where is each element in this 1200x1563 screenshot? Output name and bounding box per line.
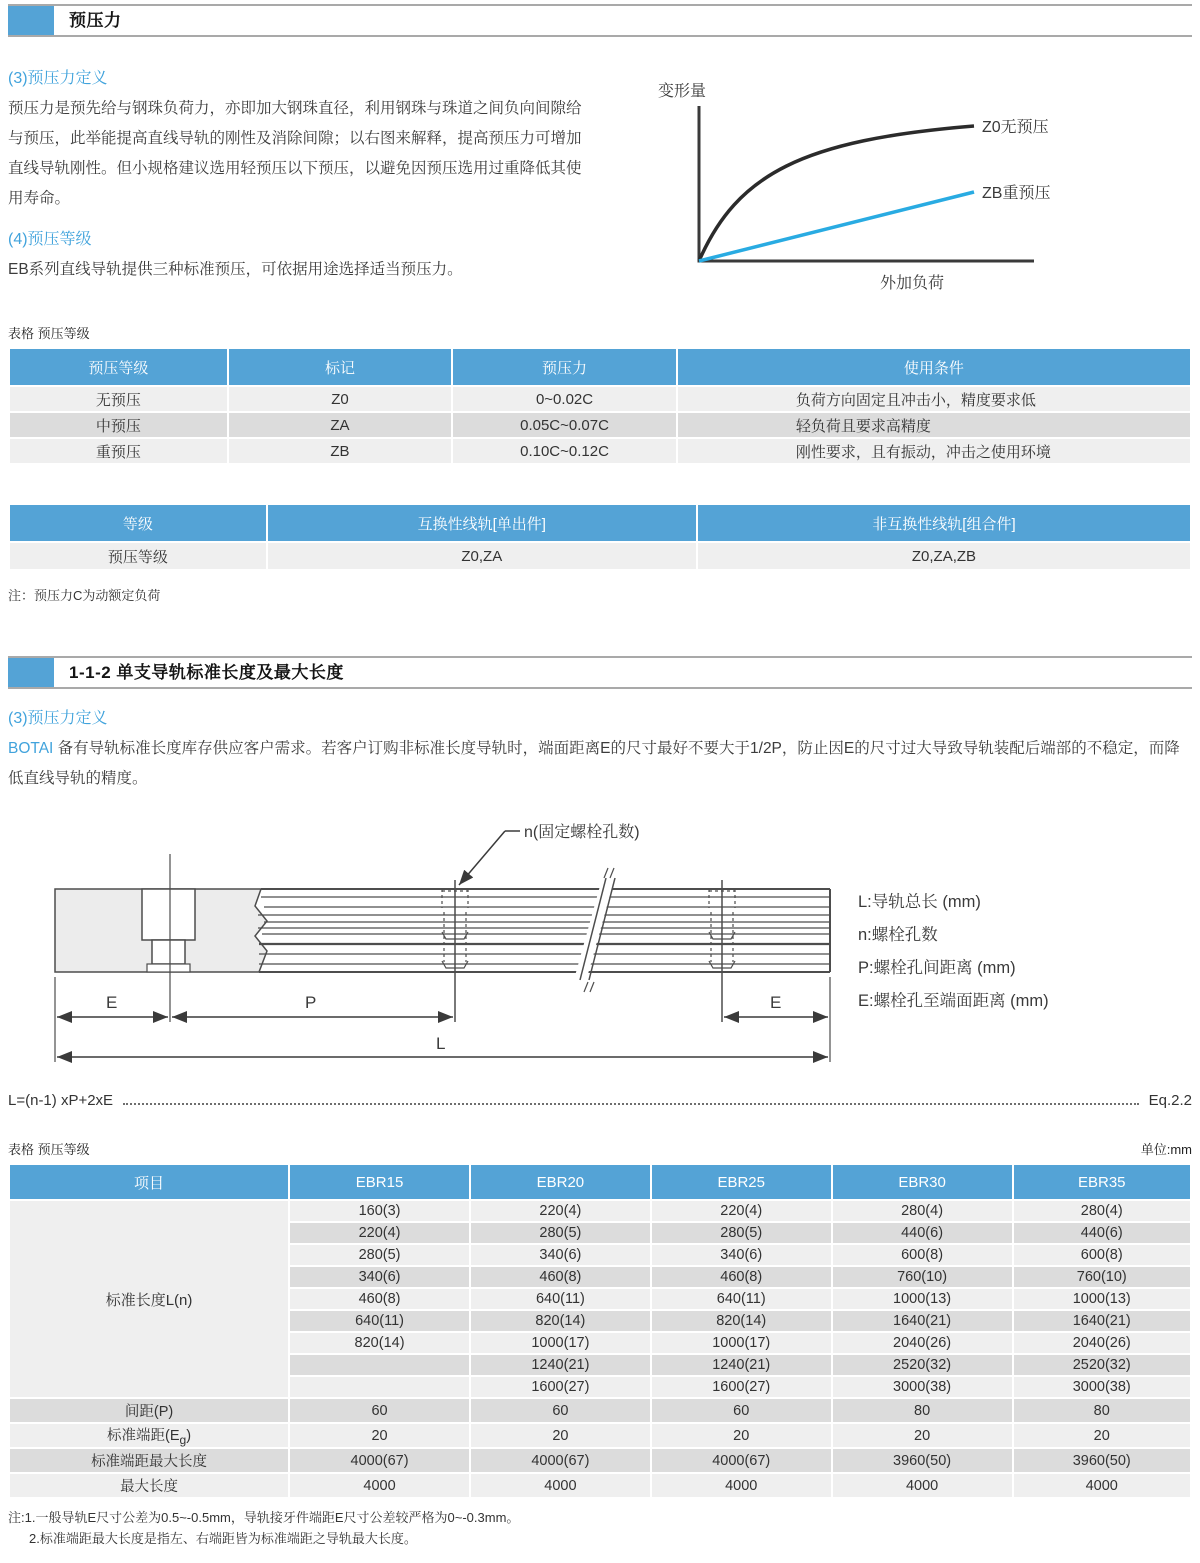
table-cell: Z0,ZA,ZB [697,542,1191,570]
dim-label-l: L [436,1034,446,1053]
section-title: 1-1-2 单支导轨标准长度及最大长度 [69,663,344,682]
table-row [9,1200,1191,1222]
table-cell: 20 [651,1423,832,1448]
header-ebr30: EBR30 [832,1164,1013,1200]
chart-label-zb: ZB重预压 [982,185,1051,202]
table-cell: 4000(67) [470,1448,651,1473]
legend-total-length: L:导轨总长 (mm) [858,893,981,911]
table-cell: 160(3) [289,1200,470,1222]
bolt-shank [152,940,185,964]
subsection-title-preload-definition: (3)预压力定义 [8,70,108,87]
rail-length-paragraph [8,734,1192,794]
footnote-2: 2.标准端距最大长度是指左、右端距皆为标准端距之导轨最大长度。 [29,1531,417,1546]
standard-length-table [8,1163,1192,1499]
legend-bolt-count: n:螺栓孔数 [858,926,938,944]
bolt-base [147,964,190,972]
table-cell: 20 [289,1423,470,1448]
table-header-row [9,348,1191,386]
table-cell: 无预压 [9,386,228,412]
bolt-count-callout [459,823,640,885]
header-non-interchangeable-rail: 非互换性线轨[组合件] [697,504,1191,542]
preload-grades-paragraph: EB系列直线导轨提供三种标准预压，可依据用途选择适当预压力。 [8,261,463,278]
table-cell: 4000 [651,1473,832,1498]
rail-body-lines [258,889,830,972]
table-cell: 280(5) [470,1222,651,1244]
table-cell: 重预压 [9,438,228,464]
table-cell: 2520(32) [1013,1354,1192,1376]
table-cell: ZB [228,438,453,464]
footnote-1: 注:1.一般导轨E尺寸公差为0.5~-0.5mm，导轨接牙件端距E尺寸公差较严格为0~-0.3mm。 [8,1510,520,1525]
row-label-max-length: 最大长度 [9,1473,289,1498]
table-cell: 4000 [470,1473,651,1498]
table-cell: 460(8) [651,1266,832,1288]
header-interchangeable-rail: 互换性线轨[单出件] [267,504,697,542]
table-row [9,1448,1191,1473]
table-cell: 600(8) [1013,1244,1192,1266]
chart-x-axis-label: 外加负荷 [880,275,945,292]
table-cell: 2520(32) [832,1354,1013,1376]
table-cell: 0.10C~0.12C [452,438,677,464]
table-cell: 220(4) [470,1200,651,1222]
table-cell [289,1354,470,1376]
table-cell: 60 [470,1398,651,1423]
legend-bolt-pitch: P:螺栓孔间距离 (mm) [858,959,1016,977]
header-item: 项目 [9,1164,289,1200]
table-cell: 1640(21) [1013,1310,1192,1332]
table-cell: 280(4) [832,1200,1013,1222]
table-row [9,1473,1191,1498]
dotted-leader [123,1103,1139,1105]
header-preload-force: 预压力 [452,348,677,386]
subsection-title-preload-grades: (4)预压等级 [8,231,92,248]
table-cell: Z0 [228,386,453,412]
row-label-standard-end-distance [9,1423,289,1448]
dim-label-e-left: E [106,993,118,1012]
table-cell: 340(6) [289,1266,470,1288]
table-cell: 280(4) [1013,1200,1192,1222]
table-cell: ZA [228,412,453,438]
section-title: 预压力 [69,11,122,30]
table-cell: 80 [832,1398,1013,1423]
table-cell: 1000(17) [470,1332,651,1354]
diagram-legend [858,892,1049,1010]
table-cell: 1000(17) [651,1332,832,1354]
table-cell: 220(4) [651,1200,832,1222]
chart-label-z0: Z0无预压 [982,119,1049,136]
table-row [9,386,1191,412]
table-cell: 负荷方向固定且冲击小，精度要求低 [677,386,1191,412]
table3-unit-label: 单位:mm [1140,1142,1192,1157]
preload-definition-paragraph: 预压力是预先给与钢珠负荷力，亦即加大钢珠直径，利用钢珠与珠道之间负向间隙给与预压，此举能提高直线导轨的刚性及消除间隙；以右图来解释，提高预压力可增加直线导轨刚性。但小规格建议选用轻预压以下预压，以避免因预压选用过重降低其使用寿命。 [8,100,582,207]
table-cell: 20 [470,1423,651,1448]
equation-number: Eq.2.2 [1148,1092,1192,1109]
catalog-page [0,4,1200,1549]
end-distance-label-text: 标准端距(E [107,1428,180,1445]
table3-caption: 表格 预压等级 [8,1142,90,1157]
section-header-rail-length [8,656,1192,689]
header-ebr25: EBR25 [651,1164,832,1200]
table-cell: 220(4) [289,1222,470,1244]
table-cell: 460(8) [289,1288,470,1310]
table3-footnotes [8,1507,1192,1549]
table2-footnote: 注：预压力C为动额定负荷 [8,588,161,603]
table-cell: Z0,ZA [267,542,697,570]
table-cell: 20 [832,1423,1013,1448]
bolt-hole-2 [709,880,735,1022]
table-cell: 4000 [289,1473,470,1498]
table-cell: 2040(26) [1013,1332,1192,1354]
break-marks [579,868,615,992]
row-label-standard-end-max-length: 标准端距最大长度 [9,1448,289,1473]
table-cell: 760(10) [1013,1266,1192,1288]
table-cell: 340(6) [651,1244,832,1266]
table-header-row [9,1164,1191,1200]
table-cell: 820(14) [289,1332,470,1354]
table-cell: 760(10) [832,1266,1013,1288]
table-cell: 4000 [832,1473,1013,1498]
table-cell: 4000(67) [651,1448,832,1473]
dim-label-e-right: E [770,993,782,1012]
table-cell: 640(11) [470,1288,651,1310]
table-cell: 3000(38) [1013,1376,1192,1398]
table-cell: 1600(27) [470,1376,651,1398]
interchangeability-table [8,503,1192,571]
length-formula [8,1092,1192,1109]
preload-grade-table [8,347,1192,465]
table-cell: 640(11) [289,1310,470,1332]
table3-caption-row [8,1139,1192,1158]
table-cell: 820(14) [470,1310,651,1332]
table-cell: 1240(21) [470,1354,651,1376]
end-distance-label-subscript: g [179,1432,187,1447]
table-cell: 4000(67) [289,1448,470,1473]
section-header-preload [8,4,1192,37]
table-cell: 340(6) [470,1244,651,1266]
table-cell: 600(8) [832,1244,1013,1266]
table-cell: 2040(26) [832,1332,1013,1354]
table-cell: 1000(13) [832,1288,1013,1310]
table-cell: 820(14) [651,1310,832,1332]
table-row [9,1398,1191,1423]
table-cell: 刚性要求，且有振动，冲击之使用环境 [677,438,1191,464]
formula-expression: L=(n-1) xP+2xE [8,1092,114,1109]
table-cell: 20 [1013,1423,1192,1448]
table-row [9,1423,1191,1448]
table-cell: 440(6) [832,1222,1013,1244]
table-cell: 60 [289,1398,470,1423]
table-cell: 3960(50) [1013,1448,1192,1473]
section-accent-block [8,658,54,687]
table-cell: 460(8) [470,1266,651,1288]
table-cell: 280(5) [651,1222,832,1244]
header-mark: 标记 [228,348,453,386]
table1-caption: 表格 预压等级 [8,326,90,341]
callout-label: n(固定螺栓孔数) [524,824,640,841]
header-use-condition: 使用条件 [677,348,1191,386]
end-distance-label-close: ) [186,1428,192,1445]
table-cell: 640(11) [651,1288,832,1310]
chart-curve-z0 [699,126,974,261]
table-cell: 轻负荷且要求高精度 [677,412,1191,438]
header-preload-grade: 预压等级 [9,348,228,386]
table-cell: 1600(27) [651,1376,832,1398]
table-header-row [9,504,1191,542]
table-cell: 3960(50) [832,1448,1013,1473]
preload-deformation-chart [642,74,1102,306]
dim-label-p: P [305,993,317,1012]
table-cell: 0.05C~0.07C [452,412,677,438]
table-cell: 预压等级 [9,542,267,570]
table-row [9,542,1191,570]
table-cell: 0~0.02C [452,386,677,412]
legend-end-distance: E:螺栓孔至端面距离 (mm) [858,992,1049,1010]
chart-y-axis-label: 变形量 [658,83,707,100]
table-row [9,438,1191,464]
brand-name: BOTAI [8,740,54,757]
table-cell: 1000(13) [1013,1288,1192,1310]
rail-length-paragraph-text: 备有导轨标准长度库存供应客户需求。若客户订购非标准长度导轨时，端面距离E的尺寸最好不要大于1/2P，防止因E的尺寸过大导致导轨装配后端部的不稳定，而降低直线导轨的精度。 [8,740,1180,787]
header-ebr15: EBR15 [289,1164,470,1200]
subsection-title-rail-length: (3)预压力定义 [8,710,108,727]
rail-dimension-diagram [8,812,1192,1084]
row-label-pitch: 间距(P) [9,1398,289,1423]
table-cell: 中预压 [9,412,228,438]
header-grade: 等级 [9,504,267,542]
header-ebr20: EBR20 [470,1164,651,1200]
table-cell: 3000(38) [832,1376,1013,1398]
table-cell: 60 [651,1398,832,1423]
table-row [9,412,1191,438]
table-cell: 1240(21) [651,1354,832,1376]
chart-line-zb [699,192,974,261]
section-accent-block [8,6,54,35]
table-cell: 1640(21) [832,1310,1013,1332]
bolt-counterbore [142,889,195,940]
table-cell: 280(5) [289,1244,470,1266]
header-ebr35: EBR35 [1013,1164,1192,1200]
group-label-standard-length: 标准长度L(n) [9,1200,289,1398]
table-cell: 80 [1013,1398,1192,1423]
table-cell: 440(6) [1013,1222,1192,1244]
table-cell [289,1376,470,1398]
bolt-hole-1 [442,880,468,1022]
table-cell: 4000 [1013,1473,1192,1498]
